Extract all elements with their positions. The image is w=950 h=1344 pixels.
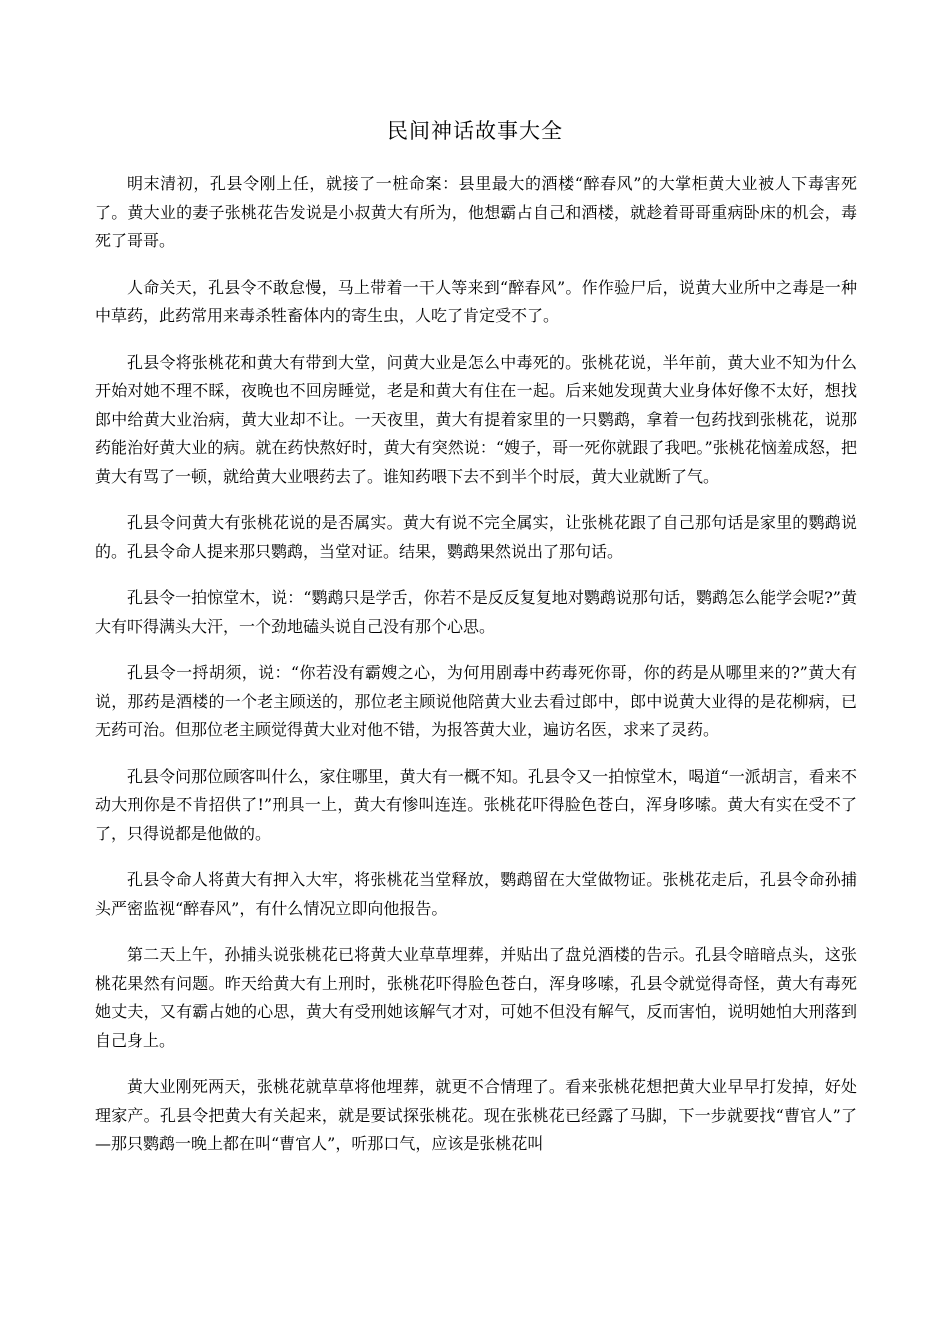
paragraph-8: 孔县令命人将黄大有押入大牢，将张桃花当堂释放，鹦鹉留在大堂做物证。张桃花走后，孔县令命孙捕头严密监视“醉春风”，有什么情况立即向他报告。 [95, 870, 857, 918]
paragraph-3: 孔县令将张桃花和黄大有带到大堂，问黄大业是怎么中毒死的。张桃花说，半年前，黄大业不知为什么开始对她不理不睬，夜晚也不回房睡觉，老是和黄大有住在一起。后来她发现黄大业身体好像不太好，想找郎中给黄大业治病，黄大业却不让。一天夜里，黄大有提着家里的一只鹦鹉，拿着一包药找到张桃花，说那药能治好黄大业的病。就在药快熬好时，黄大有突然说：“嫂子，哥一死你就跟了我吧。”张桃花恼羞成怒，把黄大有骂了一顿，就给黄大业喂药去了。谁知药喂下去不到半个时辰，黄大业就断了气。 [95, 352, 857, 486]
paragraph-6: 孔县令一捋胡须，说：“你若没有霸嫂之心，为何用剧毒中药毒死你哥，你的药是从哪里来的?”黄大有说，那药是酒楼的一个老主顾送的，那位老主顾说他陪黄大业去看过郎中，郎中说黄大业得的是花柳病，已无药可治。但那位老主顾觉得黄大业对他不错，为报答黄大业，遍访名医，求来了灵药。 [95, 663, 857, 739]
document-body [95, 170, 857, 1177]
paragraph-4: 孔县令问黄大有张桃花说的是否属实。黄大有说不完全属实，让张桃花跟了自己那句话是家里的鹦鹉说的。孔县令命人提来那只鹦鹉，当堂对证。结果，鹦鹉果然说出了那句话。 [95, 513, 857, 561]
paragraph-10: 黄大业刚死两天，张桃花就草草将他埋葬，就更不合情理了。看来张桃花想把黄大业早早打发掉，好处理家产。孔县令把黄大有关起来，就是要试探张桃花。现在张桃花已经露了马脚，下一步就要找“曹官人”了—那只鹦鹉一晚上都在叫“曹官人”，听那口气，应该是张桃花叫 [95, 1077, 857, 1153]
paragraph-2: 人命关天，孔县令不敢怠慢，马上带着一干人等来到“醉春风”。作作验尸后，说黄大业所中之毒是一种中草药，此药常用来毒杀牲畜体内的寄生虫，人吃了肯定受不了。 [95, 277, 857, 325]
paragraph-7: 孔县令问那位顾客叫什么，家住哪里，黄大有一概不知。孔县令又一拍惊堂木，喝道“一派胡言，看来不动大刑你是不肯招供了!”刑具一上，黄大有惨叫连连。张桃花吓得脸色苍白，浑身哆嗦。黄大有实在受不了了，只得说都是他做的。 [95, 766, 857, 843]
document-title: 民间神话故事大全 [387, 119, 563, 143]
paragraph-9: 第二天上午，孙捕头说张桃花已将黄大业草草埋葬，并贴出了盘兑酒楼的告示。孔县令暗暗点头，这张桃花果然有问题。昨天给黄大有上刑时，张桃花吓得脸色苍白，浑身哆嗦，孔县令就觉得奇怪，黄大有毒死她丈夫，又有霸占她的心思，黄大有受刑她该解气才对，可她不但没有解气，反而害怕，说明她怕大刑落到自己身上。 [95, 945, 857, 1050]
paragraph-5: 孔县令一拍惊堂木，说：“鹦鹉只是学舌，你若不是反反复复地对鹦鹉说那句话，鹦鹉怎么能学会呢?”黄大有吓得满头大汗，一个劲地磕头说自己没有那个心思。 [95, 588, 857, 636]
paragraph-1: 明末清初，孔县令刚上任，就接了一桩命案：县里最大的酒楼“醉春风”的大掌柜黄大业被人下毒害死了。黄大业的妻子张桃花告发说是小叔黄大有所为，他想霸占自己和酒楼，就趁着哥哥重病卧床的机会，毒死了哥哥。 [95, 174, 857, 250]
